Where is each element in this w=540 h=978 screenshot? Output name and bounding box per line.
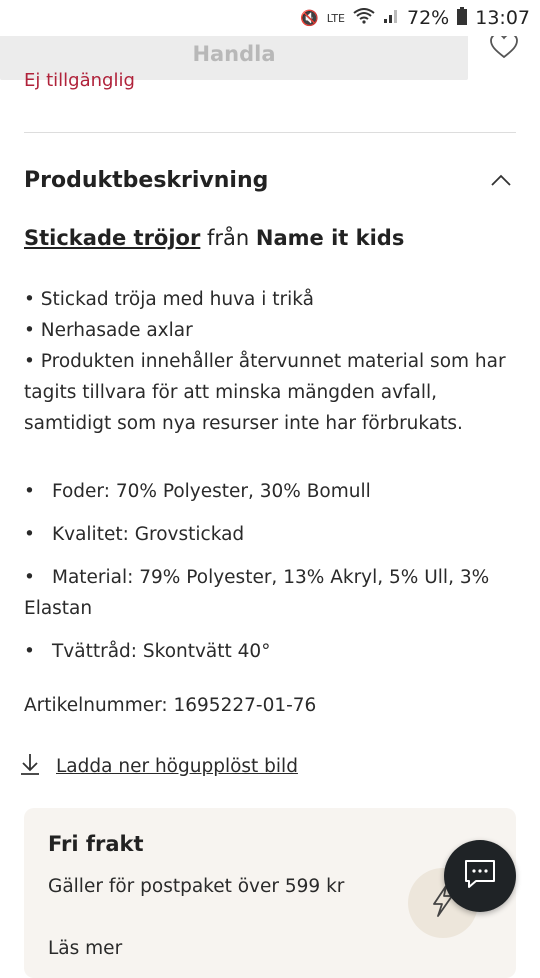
availability-status: Ej tillgänglig	[24, 70, 135, 91]
brand-line	[24, 226, 404, 250]
spec-list	[24, 476, 524, 679]
buy-button-label: Handla	[192, 42, 276, 66]
promo-subtitle: Gäller för postpaket över 599 kr	[48, 876, 345, 897]
bullet-dot: •	[24, 567, 35, 588]
spec-text: Foder: 70% Polyester, 30% Bomull	[52, 481, 371, 502]
battery-percent: 72%	[407, 7, 450, 29]
wifi-icon	[353, 8, 375, 28]
feature-list	[24, 284, 524, 439]
download-image-link[interactable]	[18, 752, 298, 781]
spec-text: Tvättråd: Skontvätt 40°	[52, 641, 271, 662]
brand-name: Name it kids	[255, 226, 405, 250]
download-link-text: Ladda ner högupplöst bild	[56, 756, 298, 777]
volte-label: LTE	[326, 11, 345, 25]
list-item: • Nerhasade axlar	[24, 320, 193, 341]
bullet-dot: •	[24, 481, 35, 502]
spec-text: Material: 79% Polyester, 13% Akryl, 5% Ull, 3% Elastan	[24, 567, 490, 619]
list-item	[24, 519, 524, 550]
spec-text: Kvalitet: Grovstickad	[52, 524, 245, 545]
description-accordion-header[interactable]	[24, 160, 516, 200]
list-item	[24, 476, 524, 507]
list-item	[24, 562, 524, 624]
mute-icon: 🔇	[300, 9, 319, 27]
list-item	[24, 636, 524, 667]
divider	[24, 132, 516, 133]
description-title: Produktbeskrivning	[24, 167, 269, 193]
article-number: Artikelnummer: 1695227-01-76	[24, 695, 317, 716]
heart-icon	[489, 32, 519, 64]
signal-icon	[383, 8, 399, 28]
list-item: • Produkten innehåller återvunnet material som har tagits tillvara för att minska mängden avfall, samtidigt som nya resurser inte har förbrukats.	[24, 351, 506, 434]
battery-icon	[457, 7, 467, 29]
read-more-link[interactable]: Läs mer	[48, 938, 123, 959]
promo-title: Fri frakt	[48, 832, 144, 856]
from-word: från	[200, 226, 256, 250]
list-item: • Stickad tröja med huva i trikå	[24, 289, 314, 310]
status-bar	[0, 0, 540, 36]
chat-icon	[462, 857, 498, 895]
chat-button[interactable]	[444, 840, 516, 912]
download-icon	[18, 752, 42, 781]
clock: 13:07	[475, 7, 530, 29]
category-link[interactable]: Stickade tröjor	[24, 226, 201, 250]
free-shipping-card	[24, 808, 516, 978]
chevron-up-icon[interactable]	[486, 168, 516, 192]
bullet-dot: •	[24, 641, 35, 662]
bullet-dot: •	[24, 524, 35, 545]
